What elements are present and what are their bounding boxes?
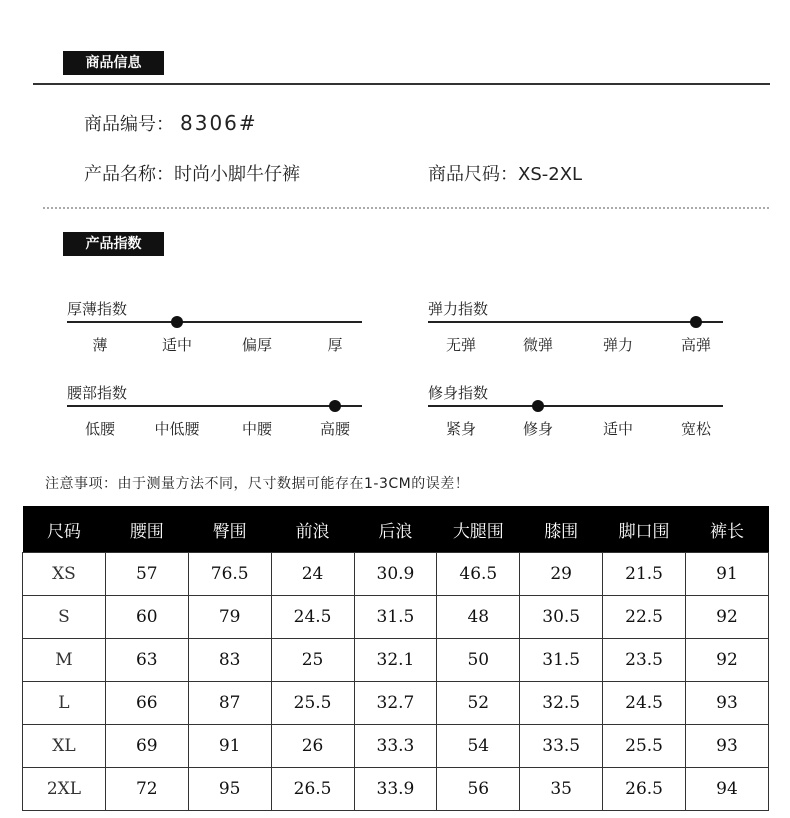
size-table-cell: 25.5 bbox=[271, 682, 354, 725]
size-table-cell: 24.5 bbox=[271, 596, 354, 639]
size-table-cell: 69 bbox=[105, 725, 188, 768]
size-table-cell: 93 bbox=[686, 725, 769, 768]
size-table-cell: 33.9 bbox=[354, 768, 437, 811]
product-code-value: 8306# bbox=[180, 111, 258, 135]
size-table-cell: 94 bbox=[686, 768, 769, 811]
waist-index-title: 腰部指数 bbox=[67, 384, 128, 402]
stretch-index-scale-line bbox=[428, 321, 723, 323]
size-table-cell: 50 bbox=[437, 639, 520, 682]
size-table-header-cell: 臀围 bbox=[188, 506, 271, 553]
size-table-cell: 79 bbox=[188, 596, 271, 639]
section-divider bbox=[33, 83, 770, 85]
size-table-header-cell: 后浪 bbox=[354, 506, 437, 553]
size-table-cell: 87 bbox=[188, 682, 271, 725]
size-table-cell: 92 bbox=[686, 639, 769, 682]
size-table-cell: 46.5 bbox=[437, 553, 520, 596]
fit-index-marker bbox=[532, 400, 544, 412]
size-table-row bbox=[23, 725, 769, 768]
size-table-row bbox=[23, 596, 769, 639]
size-table-cell: 22.5 bbox=[603, 596, 686, 639]
size-table-cell: 31.5 bbox=[520, 639, 603, 682]
fit-index-option: 宽松 bbox=[680, 420, 711, 438]
size-table-row bbox=[23, 639, 769, 682]
waist-index-option: 高腰 bbox=[319, 420, 350, 438]
size-table-row bbox=[23, 553, 769, 596]
size-table-cell: 30.5 bbox=[520, 596, 603, 639]
product-name-label: 产品名称： bbox=[84, 164, 174, 185]
size-table-cell: 23.5 bbox=[603, 639, 686, 682]
size-table-cell: 25.5 bbox=[603, 725, 686, 768]
size-table-cell: 29 bbox=[520, 553, 603, 596]
fit-index-scale-line bbox=[428, 405, 723, 407]
size-table-header-cell: 尺码 bbox=[23, 506, 106, 553]
size-table-header bbox=[23, 506, 769, 553]
fit-index-option: 适中 bbox=[602, 420, 633, 438]
size-table-cell: 31.5 bbox=[354, 596, 437, 639]
size-table-cell: 32.7 bbox=[354, 682, 437, 725]
product-name-row bbox=[84, 160, 300, 186]
size-table-cell: 52 bbox=[437, 682, 520, 725]
size-table-cell: 32.5 bbox=[520, 682, 603, 725]
size-table-cell: 24 bbox=[271, 553, 354, 596]
section-tag-product-info: 商品信息 bbox=[63, 51, 164, 75]
thickness-index-option: 薄 bbox=[92, 336, 108, 354]
thickness-index-option: 适中 bbox=[161, 336, 192, 354]
product-code-row bbox=[84, 110, 258, 136]
product-code-label: 商品编号： bbox=[84, 114, 174, 135]
size-table-cell: 26.5 bbox=[603, 768, 686, 811]
size-table-cell: 76.5 bbox=[188, 553, 271, 596]
waist-index-option: 中低腰 bbox=[154, 420, 200, 438]
size-table-cell: 66 bbox=[105, 682, 188, 725]
size-table-cell: 63 bbox=[105, 639, 188, 682]
size-table-cell: 32.1 bbox=[354, 639, 437, 682]
stretch-index-marker bbox=[690, 316, 702, 328]
stretch-index-option: 无弹 bbox=[445, 336, 476, 354]
size-table-cell: 91 bbox=[686, 553, 769, 596]
size-table-cell: 60 bbox=[105, 596, 188, 639]
size-table-cell: 56 bbox=[437, 768, 520, 811]
size-table-cell: 21.5 bbox=[603, 553, 686, 596]
size-table bbox=[22, 506, 769, 811]
stretch-index-option: 弹力 bbox=[602, 336, 633, 354]
dotted-divider bbox=[43, 207, 769, 209]
thickness-index-option: 厚 bbox=[327, 336, 343, 354]
waist-index-marker bbox=[329, 400, 341, 412]
stretch-index-title: 弹力指数 bbox=[428, 300, 489, 318]
thickness-index-option: 偏厚 bbox=[241, 336, 272, 354]
stretch-index-option: 微弹 bbox=[522, 336, 553, 354]
fit-index-option: 修身 bbox=[522, 420, 553, 438]
size-table-cell: 33.5 bbox=[520, 725, 603, 768]
thickness-index-title: 厚薄指数 bbox=[67, 300, 128, 318]
section-tag-product-index: 产品指数 bbox=[63, 232, 164, 256]
fit-index-title: 修身指数 bbox=[428, 384, 489, 402]
size-table-cell: 93 bbox=[686, 682, 769, 725]
size-table-cell: 48 bbox=[437, 596, 520, 639]
size-table-header-cell: 脚口围 bbox=[603, 506, 686, 553]
size-table-header-cell: 裤长 bbox=[686, 506, 769, 553]
waist-index-scale-line bbox=[67, 405, 362, 407]
size-table-cell: 83 bbox=[188, 639, 271, 682]
size-table-header-cell: 前浪 bbox=[271, 506, 354, 553]
size-table-cell: 25 bbox=[271, 639, 354, 682]
size-table-cell: 57 bbox=[105, 553, 188, 596]
size-table-cell: 95 bbox=[188, 768, 271, 811]
size-table-cell: 30.9 bbox=[354, 553, 437, 596]
size-table-cell: 35 bbox=[520, 768, 603, 811]
measurement-note: 注意事项：由于测量方法不同，尺寸数据可能存在1-3CM的误差！ bbox=[45, 476, 470, 492]
size-table-cell: 33.3 bbox=[354, 725, 437, 768]
size-table-cell: 2XL bbox=[23, 768, 106, 811]
size-table-cell: 26.5 bbox=[271, 768, 354, 811]
product-name-value: 时尚小脚牛仔裤 bbox=[174, 164, 300, 185]
waist-index-option: 低腰 bbox=[84, 420, 115, 438]
thickness-index-marker bbox=[171, 316, 183, 328]
size-table-cell: 91 bbox=[188, 725, 271, 768]
size-table-cell: L bbox=[23, 682, 106, 725]
waist-index-option: 中腰 bbox=[241, 420, 272, 438]
size-table-header-cell: 腰围 bbox=[105, 506, 188, 553]
product-size-value: XS-2XL bbox=[518, 164, 583, 185]
size-table-cell: 72 bbox=[105, 768, 188, 811]
size-table-cell: XS bbox=[23, 553, 106, 596]
size-table-header-cell: 膝围 bbox=[520, 506, 603, 553]
size-table-cell: 24.5 bbox=[603, 682, 686, 725]
size-table-cell: S bbox=[23, 596, 106, 639]
size-table-cell: XL bbox=[23, 725, 106, 768]
size-table-header-cell: 大腿围 bbox=[437, 506, 520, 553]
size-table-cell: M bbox=[23, 639, 106, 682]
product-size-label: 商品尺码： bbox=[428, 164, 518, 185]
size-table-cell: 54 bbox=[437, 725, 520, 768]
stretch-index-option: 高弹 bbox=[680, 336, 711, 354]
size-table-cell: 26 bbox=[271, 725, 354, 768]
size-table-row bbox=[23, 682, 769, 725]
size-table-row bbox=[23, 768, 769, 811]
size-table-cell: 92 bbox=[686, 596, 769, 639]
fit-index-option: 紧身 bbox=[445, 420, 476, 438]
product-size-row bbox=[428, 160, 582, 186]
thickness-index-scale-line bbox=[67, 321, 362, 323]
